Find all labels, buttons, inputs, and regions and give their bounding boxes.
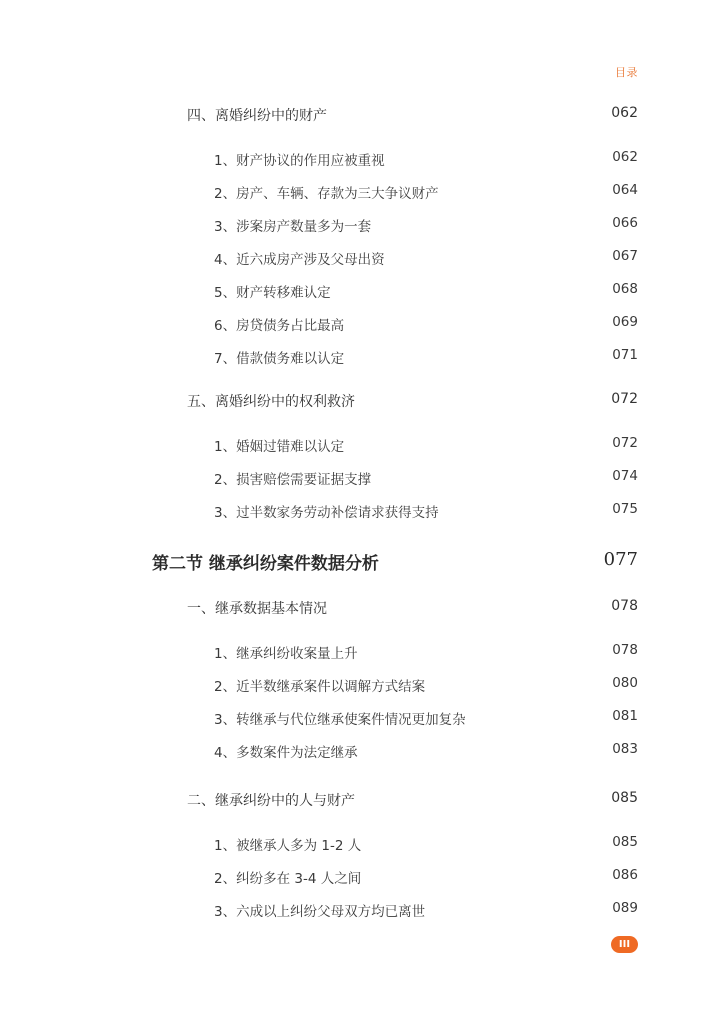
toc-entry-page: 071 xyxy=(612,347,638,363)
toc-entry-page: 062 xyxy=(611,105,638,121)
toc-entry-page: 078 xyxy=(611,598,638,614)
toc-entry-page: 085 xyxy=(612,834,638,850)
toc-entry-page: 068 xyxy=(612,281,638,297)
toc-entry[interactable] xyxy=(0,281,722,303)
toc-entry-title: 1、婚姻过错难以认定 xyxy=(214,439,345,455)
toc-entry-page: 078 xyxy=(612,642,638,658)
toc-entry-title: 3、六成以上纠纷父母双方均已离世 xyxy=(214,904,426,920)
toc-entry-section-4[interactable] xyxy=(0,105,722,127)
toc-entry[interactable] xyxy=(0,867,722,889)
toc-entry-title: 6、房贷债务占比最高 xyxy=(214,318,345,334)
toc-entry[interactable] xyxy=(0,501,722,523)
toc-entry-page: 085 xyxy=(611,790,638,806)
toc-entry-section-5[interactable] xyxy=(0,391,722,413)
toc-entry[interactable] xyxy=(0,468,722,490)
toc-entry[interactable] xyxy=(0,741,722,763)
toc-entry-page: 062 xyxy=(612,149,638,165)
toc-entry-page: 086 xyxy=(612,867,638,883)
toc-entry-title: 1、财产协议的作用应被重视 xyxy=(214,153,385,169)
toc-entry[interactable] xyxy=(0,435,722,457)
toc-section-page: 077 xyxy=(603,549,638,570)
toc-entry-page: 066 xyxy=(612,215,638,231)
toc-entry-title: 5、财产转移难认定 xyxy=(214,285,331,301)
toc-entry-title: 4、多数案件为法定继承 xyxy=(214,745,358,761)
toc-entry-section-2[interactable] xyxy=(0,790,722,812)
toc-entry-page: 064 xyxy=(612,182,638,198)
toc-entry-title: 一、继承数据基本情况 xyxy=(187,601,327,617)
toc-entry-page: 067 xyxy=(612,248,638,264)
toc-entry[interactable] xyxy=(0,642,722,664)
toc-entry-title: 2、近半数继承案件以调解方式结案 xyxy=(214,679,426,695)
page-number-badge: III xyxy=(611,936,638,953)
toc-entry[interactable] xyxy=(0,900,722,922)
toc-entry-title: 3、转继承与代位继承使案件情况更加复杂 xyxy=(214,712,466,728)
toc-entry-title: 3、涉案房产数量多为一套 xyxy=(214,219,372,235)
toc-entry-title: 四、离婚纠纷中的财产 xyxy=(187,108,327,124)
toc-entry-title: 1、被继承人多为 1-2 人 xyxy=(214,838,362,854)
toc-entry-page: 083 xyxy=(612,741,638,757)
toc-entry-title: 4、近六成房产涉及父母出资 xyxy=(214,252,385,268)
toc-entry-page: 072 xyxy=(612,435,638,451)
toc-entry-title: 2、房产、车辆、存款为三大争议财产 xyxy=(214,186,439,202)
toc-entry-chapter-section-2[interactable] xyxy=(0,549,722,575)
toc-entry-title: 2、纠纷多在 3-4 人之间 xyxy=(214,871,362,887)
toc-entry[interactable] xyxy=(0,182,722,204)
toc-entry[interactable] xyxy=(0,834,722,856)
toc-entry-page: 074 xyxy=(612,468,638,484)
toc-entry-title: 二、继承纠纷中的人与财产 xyxy=(187,793,355,809)
toc-entry-title: 7、借款债务难以认定 xyxy=(214,351,345,367)
toc-entry-title: 1、继承纠纷收案量上升 xyxy=(214,646,358,662)
toc-entry[interactable] xyxy=(0,248,722,270)
toc-entry-title: 五、离婚纠纷中的权利救济 xyxy=(187,394,355,410)
toc-entry-page: 081 xyxy=(612,708,638,724)
toc-entry[interactable] xyxy=(0,314,722,336)
toc-entry-page: 080 xyxy=(612,675,638,691)
toc-header-label: 目录 xyxy=(615,66,638,79)
toc-section-title: 第二节 继承纠纷案件数据分析 xyxy=(152,554,379,574)
toc-entry-page: 072 xyxy=(611,391,638,407)
toc-entry-page: 089 xyxy=(612,900,638,916)
toc-entry-page: 075 xyxy=(612,501,638,517)
toc-entry[interactable] xyxy=(0,215,722,237)
toc-entry-page: 069 xyxy=(612,314,638,330)
toc-entry[interactable] xyxy=(0,675,722,697)
toc-entry[interactable] xyxy=(0,149,722,171)
toc-entry-title: 3、过半数家务劳动补偿请求获得支持 xyxy=(214,505,439,521)
toc-entry[interactable] xyxy=(0,347,722,369)
toc-entry-title: 2、损害赔偿需要证据支撑 xyxy=(214,472,372,488)
toc-entry-section-1[interactable] xyxy=(0,598,722,620)
toc-entry[interactable] xyxy=(0,708,722,730)
